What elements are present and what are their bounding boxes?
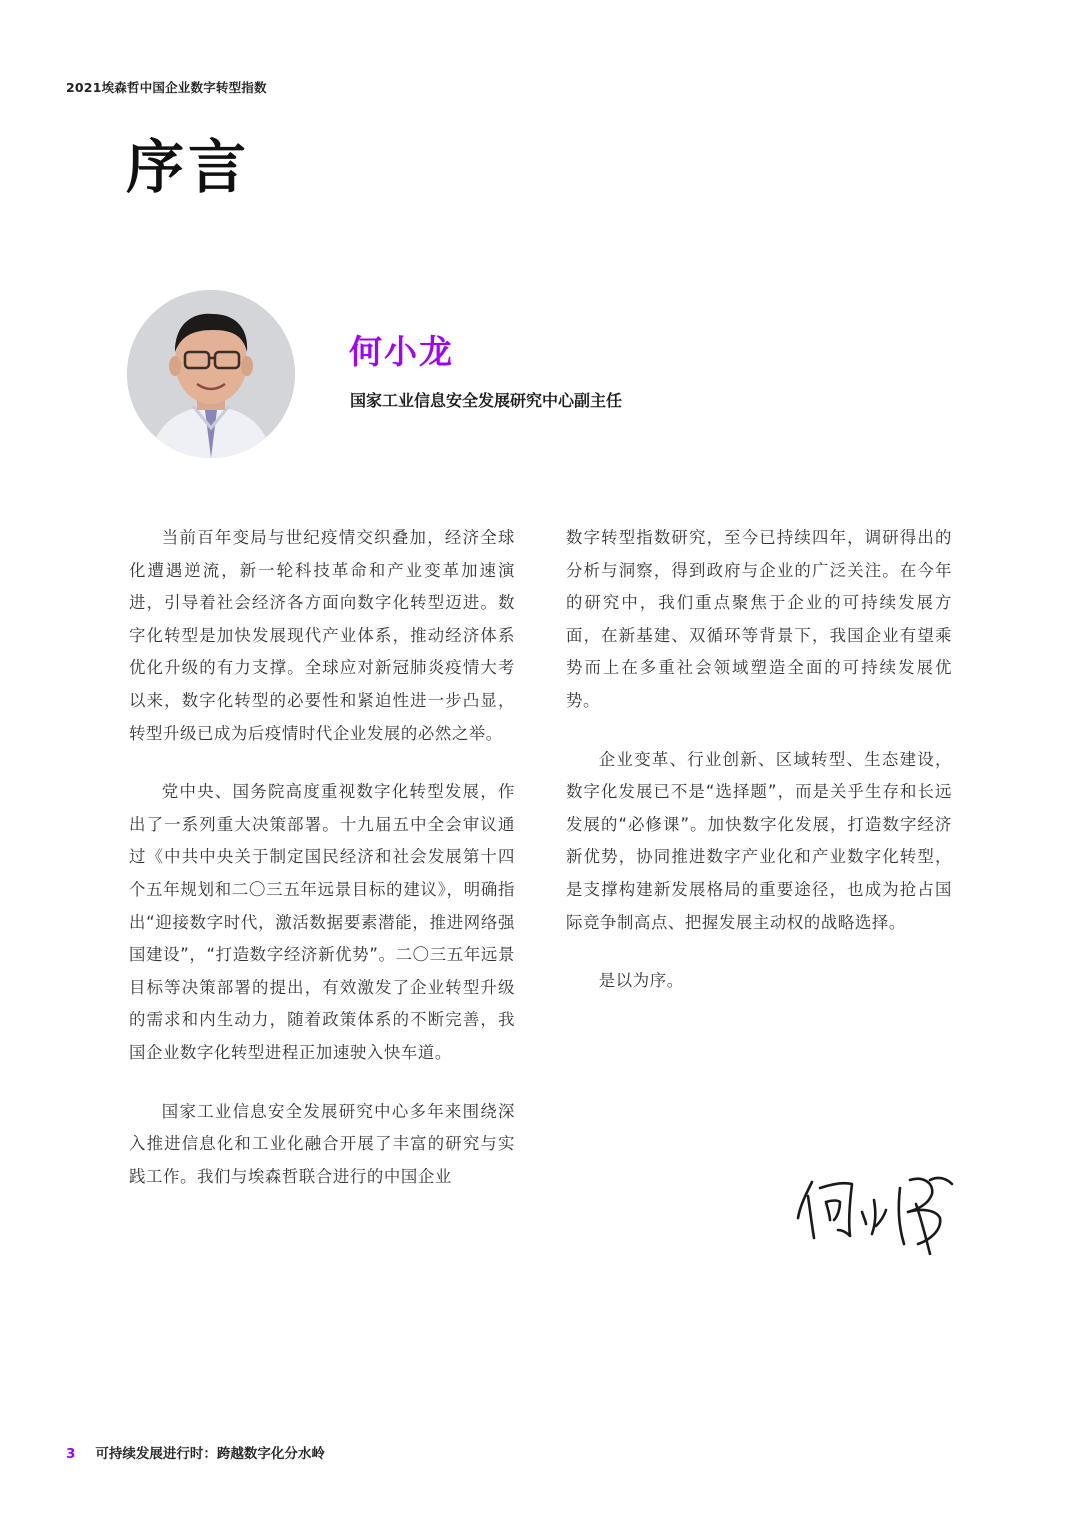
paragraph: 党中央、国务院高度重视数字化转型发展，作出了一系列重大决策部署。十九届五中全会审议通过《中共中央关于制定国民经济和社会发展第十四个五年规划和二〇三五年远景目标的建议》，明确指出“迎接数字时代，激活数据要素潜能，推进网络强国建设”，“打造数字经济新优势”。二〇三五年远景目标等决策部署的提出，有效激发了企业转型升级的需求和内生动力，随着政策体系的不断完善，我国企业数字化转型进程正加速驶入快车道。	[129, 782, 515, 1062]
footer-title: 可持续发展进行时：跨越数字化分水岭	[95, 1446, 325, 1462]
body-column-right	[566, 522, 952, 1024]
paragraph: 当前百年变局与世纪疫情交织叠加，经济全球化遭遇逆流，新一轮科技革命和产业变革加速演进，引导着社会经济各方面向数字化转型迈进。数字化转型是加快发展现代产业体系，推动经济体系优化升级的有力支撑。全球应对新冠肺炎疫情大考以来，数字化转型的必要性和紧迫性进一步凸显，转型升级已成为后疫情时代企业发展的必然之举。	[129, 528, 515, 743]
report-header-title: 2021埃森哲中国企业数字转型指数	[66, 80, 267, 95]
paragraph: 企业变革、行业创新、区域转型、生态建设，数字化发展已不是“选择题”，而是关乎生存和长远发展的“必修课”。加快数字化发展，打造数字经济新优势，协同推进数字产业化和产业数字化转型，是支撑构建新发展格局的重要途径，也成为抢占国际竞争制高点、把握发展主动权的战略选择。	[566, 749, 952, 932]
page-footer	[66, 1442, 325, 1462]
author-signature	[790, 1160, 970, 1255]
author-name: 何小龙	[349, 332, 454, 371]
closing-line: 是以为序。	[598, 971, 684, 991]
author-avatar	[127, 290, 295, 458]
paragraph: 国家工业信息安全发展研究中心多年来围绕深入推进信息化和工业化融合开展了丰富的研究与实践工作。我们与埃森哲联合进行的中国企业	[129, 1101, 515, 1186]
body-column-left	[129, 522, 515, 1219]
author-portrait-image	[127, 290, 295, 458]
signature-image	[790, 1160, 970, 1255]
page-number: 3	[66, 1446, 76, 1462]
author-role: 国家工业信息安全发展研究中心副主任	[350, 391, 623, 410]
paragraph: 数字转型指数研究，至今已持续四年，调研得出的分析与洞察，得到政府与企业的广泛关注。在今年的研究中，我们重点聚焦于企业的可持续发展方面，在新基建、双循环等背景下，我国企业有望乘势而上在多重社会领域塑造全面的可持续发展优势。	[566, 528, 952, 710]
page-title: 序言	[126, 133, 251, 201]
